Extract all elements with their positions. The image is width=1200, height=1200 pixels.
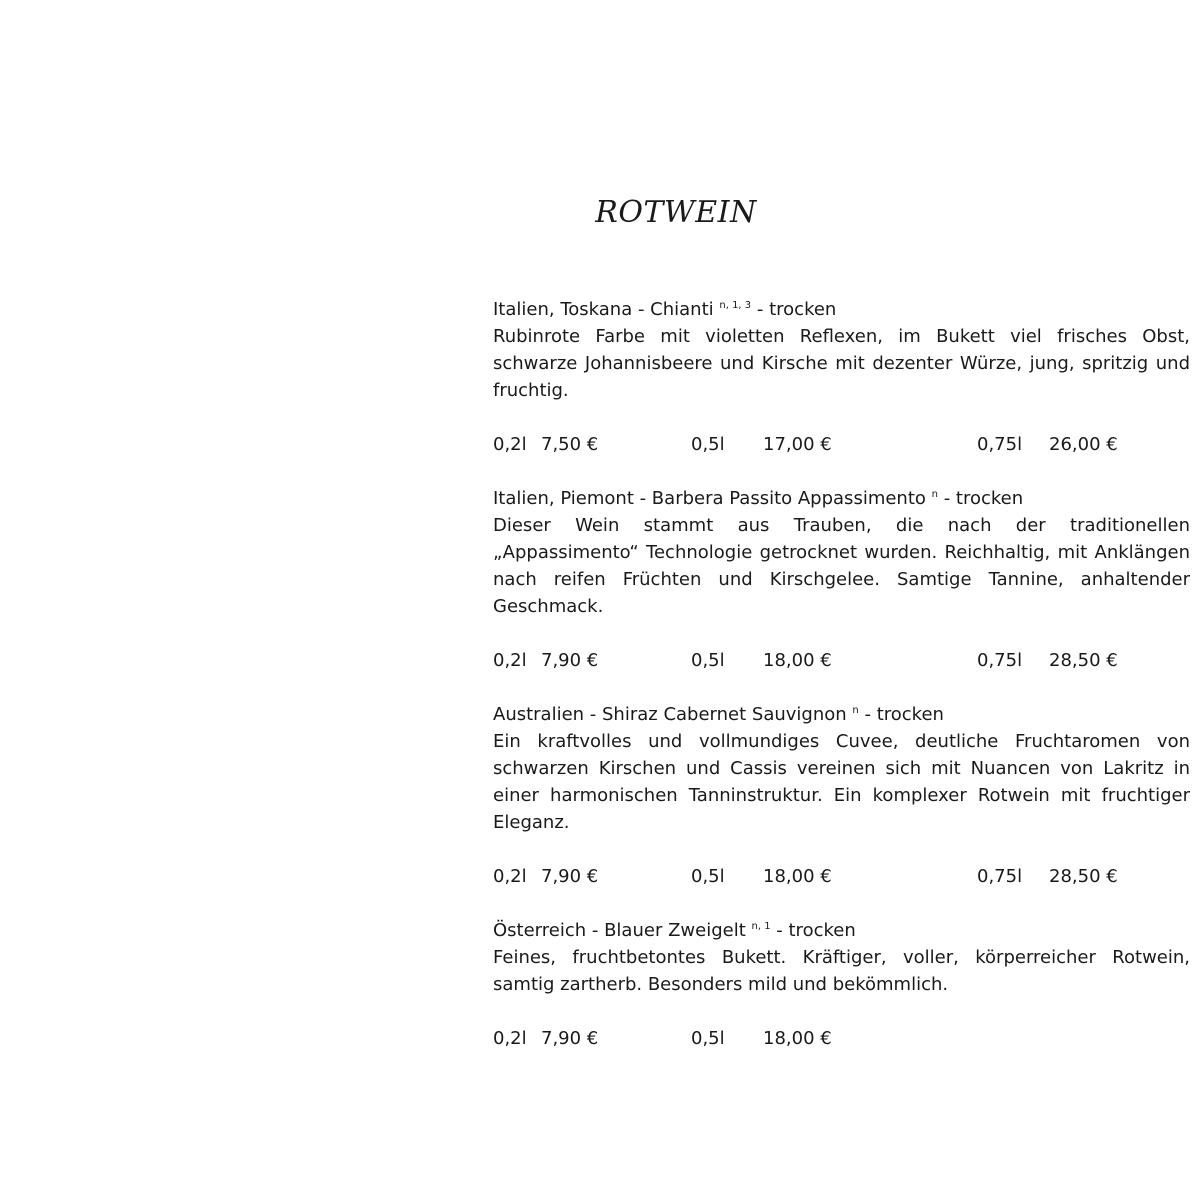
- wine-heading: [493, 701, 1190, 728]
- wine-description: Dieser Wein stammt aus Trauben, die nach der traditionellen „Appassimento“ Technologie getrocknet wurden. Reichhaltig, mit Anklängen nach reifen Früchten und Kirschgelee. Samtige Tannine, anhaltender Geschmack.: [493, 515, 1190, 617]
- wine-name: Österreich - Blauer Zweigelt: [493, 920, 746, 941]
- wine-style: - trocken: [770, 920, 856, 941]
- price-value: 28,50 €: [1049, 866, 1118, 887]
- price-row: [493, 863, 1190, 890]
- wine-name: Italien, Piemont - Barbera Passito Appassimento: [493, 488, 926, 509]
- price-value: 18,00 €: [763, 866, 832, 887]
- wine-heading: [493, 296, 1190, 323]
- price-size: 0,75l: [977, 650, 1023, 671]
- price-row: [493, 1025, 1190, 1052]
- wine-name: Australien - Shiraz Cabernet Sauvignon: [493, 704, 847, 725]
- wine-name: Italien, Toskana - Chianti: [493, 299, 714, 320]
- price-value: 26,00 €: [1049, 434, 1118, 455]
- price-size: 0,5l: [691, 650, 725, 671]
- price-value: 7,90 €: [541, 866, 599, 887]
- wine-entry-shiraz: [493, 701, 1190, 890]
- price-size: 0,2l: [493, 866, 527, 887]
- price-row: [493, 431, 1190, 458]
- wine-marks: n: [931, 489, 938, 500]
- price-size: 0,2l: [493, 1028, 527, 1049]
- wine-marks: n: [852, 705, 859, 716]
- price-value: 18,00 €: [763, 1028, 832, 1049]
- price-value: 7,90 €: [541, 650, 599, 671]
- price-size: 0,75l: [977, 866, 1023, 887]
- price-value: 17,00 €: [763, 434, 832, 455]
- wine-heading: [493, 485, 1190, 512]
- price-value: 28,50 €: [1049, 650, 1118, 671]
- price-value: 18,00 €: [763, 650, 832, 671]
- page-title: ROTWEIN: [595, 195, 757, 230]
- price-value: 7,90 €: [541, 1028, 599, 1049]
- price-size: 0,5l: [691, 1028, 725, 1049]
- wine-entry-zweigelt: [493, 917, 1190, 1052]
- wine-marks: n, 1, 3: [719, 300, 752, 311]
- price-size: 0,2l: [493, 434, 527, 455]
- wine-style: - trocken: [858, 704, 944, 725]
- wine-marks: n, 1: [751, 921, 771, 932]
- wine-style: - trocken: [937, 488, 1024, 509]
- price-size: 0,2l: [493, 650, 527, 671]
- wine-entry-chianti: [493, 296, 1190, 458]
- wine-entry-barbera: [493, 485, 1190, 674]
- price-size: 0,5l: [691, 434, 725, 455]
- wine-style: - trocken: [751, 299, 837, 320]
- wine-description: Feines, fruchtbetontes Bukett. Kräftiger, voller, körperreicher Rotwein, samtig zartherb. Besonders mild und bekömmlich.: [493, 947, 1190, 995]
- wine-description: Rubinrote Farbe mit violetten Reflexen, im Bukett viel frisches Obst, schwarze Johannisbeere und Kirsche mit dezenter Würze, jung, spritzig und fruchtig.: [493, 326, 1190, 401]
- price-size: 0,5l: [691, 866, 725, 887]
- price-value: 7,50 €: [541, 434, 599, 455]
- wine-heading: [493, 917, 1190, 944]
- price-row: [493, 647, 1190, 674]
- wine-list: [493, 296, 1190, 1052]
- price-size: 0,75l: [977, 434, 1023, 455]
- wine-description: Ein kraftvolles und vollmundiges Cuvee, deutliche Fruchtaromen von schwarzen Kirschen und Cassis vereinen sich mit Nuancen von Lakritz in einer harmonischen Tanninstruktur. Ein komplexer Rotwein mit fruchtiger Eleganz.: [493, 731, 1190, 833]
